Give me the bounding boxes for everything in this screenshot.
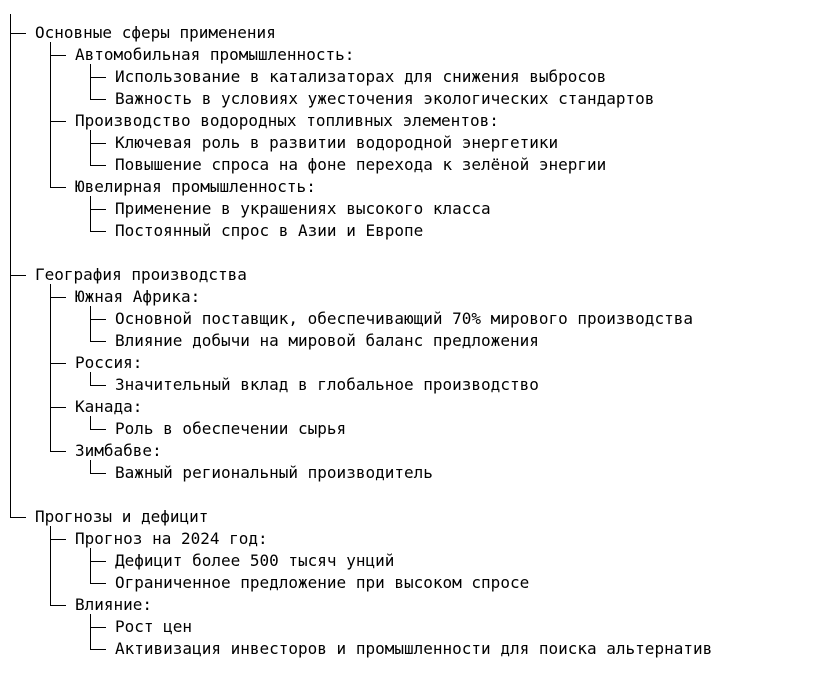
tree-connector <box>50 187 66 188</box>
tree-branch-line <box>90 196 91 231</box>
tree-connector <box>90 231 106 232</box>
tree-connector <box>90 77 106 78</box>
tree-branch-line <box>50 42 51 187</box>
tree-branch-line <box>90 130 91 165</box>
bullet-item: Значительный вклад в глобальное производство <box>115 375 539 394</box>
subsection-heading: Производство водородных топливных элементов: <box>75 111 499 130</box>
tree-branch-line <box>90 64 91 99</box>
subsection-heading: Прогноз на 2024 год: <box>75 529 268 548</box>
subsection-heading: Южная Африка: <box>75 287 201 306</box>
tree-connector <box>50 121 66 122</box>
subsection-heading: Ювелирная промышленность: <box>75 177 316 196</box>
bullet-item: Рост цен <box>115 617 193 636</box>
tree-connector <box>50 363 66 364</box>
bullet-item: Повышение спроса на фоне перехода к зелёной энергии <box>115 155 607 174</box>
tree-connector <box>90 319 106 320</box>
section-heading: География производства <box>35 265 247 284</box>
tree-connector <box>90 583 106 584</box>
subsection-heading: Влияние: <box>75 595 153 614</box>
tree-connector <box>90 649 106 650</box>
section-heading: Основные сферы применения <box>35 23 276 42</box>
bullet-item: Основной поставщик, обеспечивающий 70% мирового производства <box>115 309 693 328</box>
tree-connector <box>50 605 66 606</box>
tree-connector <box>90 561 106 562</box>
bullet-item: Влияние добычи на мировой баланс предложения <box>115 331 539 350</box>
tree-connector <box>90 429 106 430</box>
tree-connector <box>90 99 106 100</box>
bullet-item: Дефицит более 500 тысяч унций <box>115 551 395 570</box>
subsection-heading: Автомобильная промышленность: <box>75 45 355 64</box>
tree-connector <box>50 539 66 540</box>
tree-connector <box>10 33 26 34</box>
tree-connector <box>90 473 106 474</box>
tree-connector <box>50 407 66 408</box>
tree-connector <box>90 627 106 628</box>
bullet-item: Роль в обеспечении сырья <box>115 419 347 438</box>
section-heading: Прогнозы и дефицит <box>35 507 209 526</box>
tree-connector <box>50 55 66 56</box>
tree-connector <box>90 341 106 342</box>
bullet-item: Важный региональный производитель <box>115 463 433 482</box>
tree-connector <box>90 385 106 386</box>
bullet-item: Ограниченное предложение при высоком спросе <box>115 573 530 592</box>
tree-connector <box>50 451 66 452</box>
tree-branch-line <box>90 548 91 583</box>
bullet-item: Постоянный спрос в Азии и Европе <box>115 221 424 240</box>
tree-connector <box>50 297 66 298</box>
tree-connector <box>90 165 106 166</box>
tree-connector <box>90 143 106 144</box>
tree-connector <box>10 275 26 276</box>
tree-branch-line <box>50 284 51 451</box>
tree-branch-line <box>90 614 91 649</box>
subsection-heading: Россия: <box>75 353 143 372</box>
bullet-item: Ключевая роль в развитии водородной энергетики <box>115 133 559 152</box>
subsection-heading: Зимбабве: <box>75 441 162 460</box>
bullet-item: Применение в украшениях высокого класса <box>115 199 491 218</box>
tree-trunk-line <box>10 14 11 517</box>
tree-branch-line <box>50 526 51 605</box>
tree-connector <box>10 517 26 518</box>
subsection-heading: Канада: <box>75 397 143 416</box>
bullet-item: Активизация инвесторов и промышленности для поиска альтернатив <box>115 639 713 658</box>
tree-connector <box>90 209 106 210</box>
bullet-item: Важность в условиях ужесточения экологических стандартов <box>115 89 655 108</box>
bullet-item: Использование в катализаторах для снижения выбросов <box>115 67 607 86</box>
tree-branch-line <box>90 306 91 341</box>
